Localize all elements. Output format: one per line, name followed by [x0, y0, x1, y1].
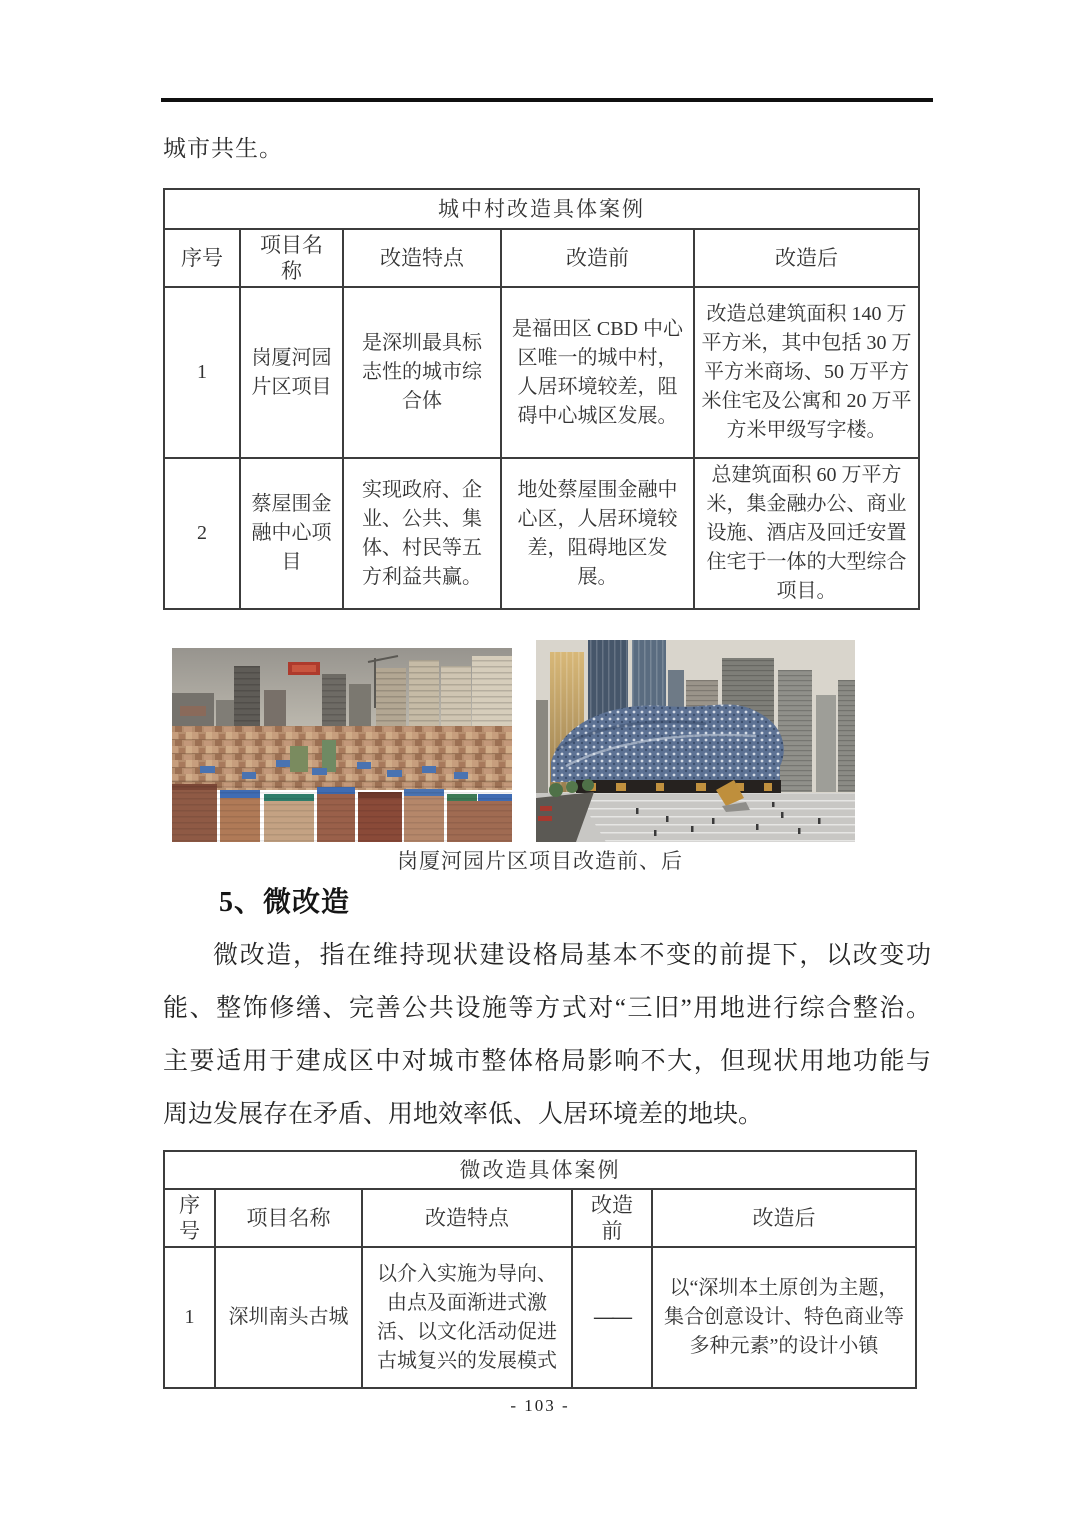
urban-village-cases-table [163, 188, 920, 610]
header-seq: 序号 [164, 1189, 215, 1247]
cell-feature: 以介入实施为导向、由点及面渐进式激活、以文化活动促进古城复兴的发展模式 [362, 1247, 572, 1388]
cell-project-name: 蔡屋围金融中心项目 [240, 458, 343, 609]
table-row [164, 458, 919, 609]
table-row [164, 1247, 916, 1388]
body-paragraph [163, 929, 931, 1141]
table2-title: 微改造具体案例 [164, 1151, 916, 1189]
table-row [164, 287, 919, 458]
top-rule-divider [161, 98, 933, 102]
cell-seq: 2 [164, 458, 240, 609]
header-after: 改造后 [652, 1189, 916, 1247]
header-after: 改造后 [694, 229, 919, 287]
page-number: - 103 - [510, 1396, 570, 1415]
cell-seq: 1 [164, 1247, 215, 1388]
table-header-row [164, 1189, 916, 1247]
cell-feature: 是深圳最具标志性的城市综合体 [343, 287, 501, 458]
table-title-row [164, 189, 919, 229]
section-heading: 5、微改造 [219, 887, 351, 918]
header-feature: 改造特点 [362, 1189, 572, 1247]
photo-after-renovation [536, 640, 855, 842]
paragraph-line: 微改造，指在维持现状建设格局基本不变的前提下，以改变功 [213, 942, 931, 969]
cell-seq: 1 [164, 287, 240, 458]
cell-before: 地处蔡屋围金融中心区，人居环境较差，阻碍地区发展。 [501, 458, 694, 609]
paragraph-line: 周边发展存在矛盾、用地效率低、人居环境差的地块。 [163, 1101, 764, 1128]
cell-before: —— [572, 1247, 652, 1388]
cell-project-name: 深圳南头古城 [215, 1247, 362, 1388]
table1-title: 城中村改造具体案例 [164, 189, 919, 229]
intro-text: 城市共生。 [163, 136, 283, 161]
header-before: 改造前 [501, 229, 694, 287]
cell-project-name: 岗厦河园片区项目 [240, 287, 343, 458]
cell-before: 是福田区 CBD 中心区唯一的城中村，人居环境较差，阻碍中心城区发展。 [501, 287, 694, 458]
header-project-name: 项目名称 [240, 229, 343, 287]
cell-after: 总建筑面积 60 万平方米，集金融办公、商业设施、酒店及回迁安置住宅于一体的大型综合项目。 [694, 458, 919, 609]
micro-renovation-cases-table [163, 1150, 917, 1389]
cell-after: 改造总建筑面积 140 万平方米，其中包括 30 万平方米商场、50 万平方米住宅及公寓和 20 万平方米甲级写字楼。 [694, 287, 919, 458]
header-before: 改造前 [572, 1189, 652, 1247]
paragraph-line: 能、整饰修缮、完善公共设施等方式对“三旧”用地进行综合整治。 [163, 995, 931, 1022]
header-project-name: 项目名称 [215, 1189, 362, 1247]
paragraph-line: 主要适用于建成区中对城市整体格局影响不大，但现状用地功能与 [163, 1048, 931, 1075]
table-header-row [164, 229, 919, 287]
header-seq: 序号 [164, 229, 240, 287]
header-feature: 改造特点 [343, 229, 501, 287]
photo-before-renovation [172, 648, 512, 842]
table-title-row [164, 1151, 916, 1189]
cell-after: 以“深圳本土原创为主题，集合创意设计、特色商业等多种元素”的设计小镇 [652, 1247, 916, 1388]
figure-caption: 岗厦河园片区项目改造前、后 [397, 849, 683, 873]
cell-feature: 实现政府、企业、公共、集体、村民等五方利益共赢。 [343, 458, 501, 609]
